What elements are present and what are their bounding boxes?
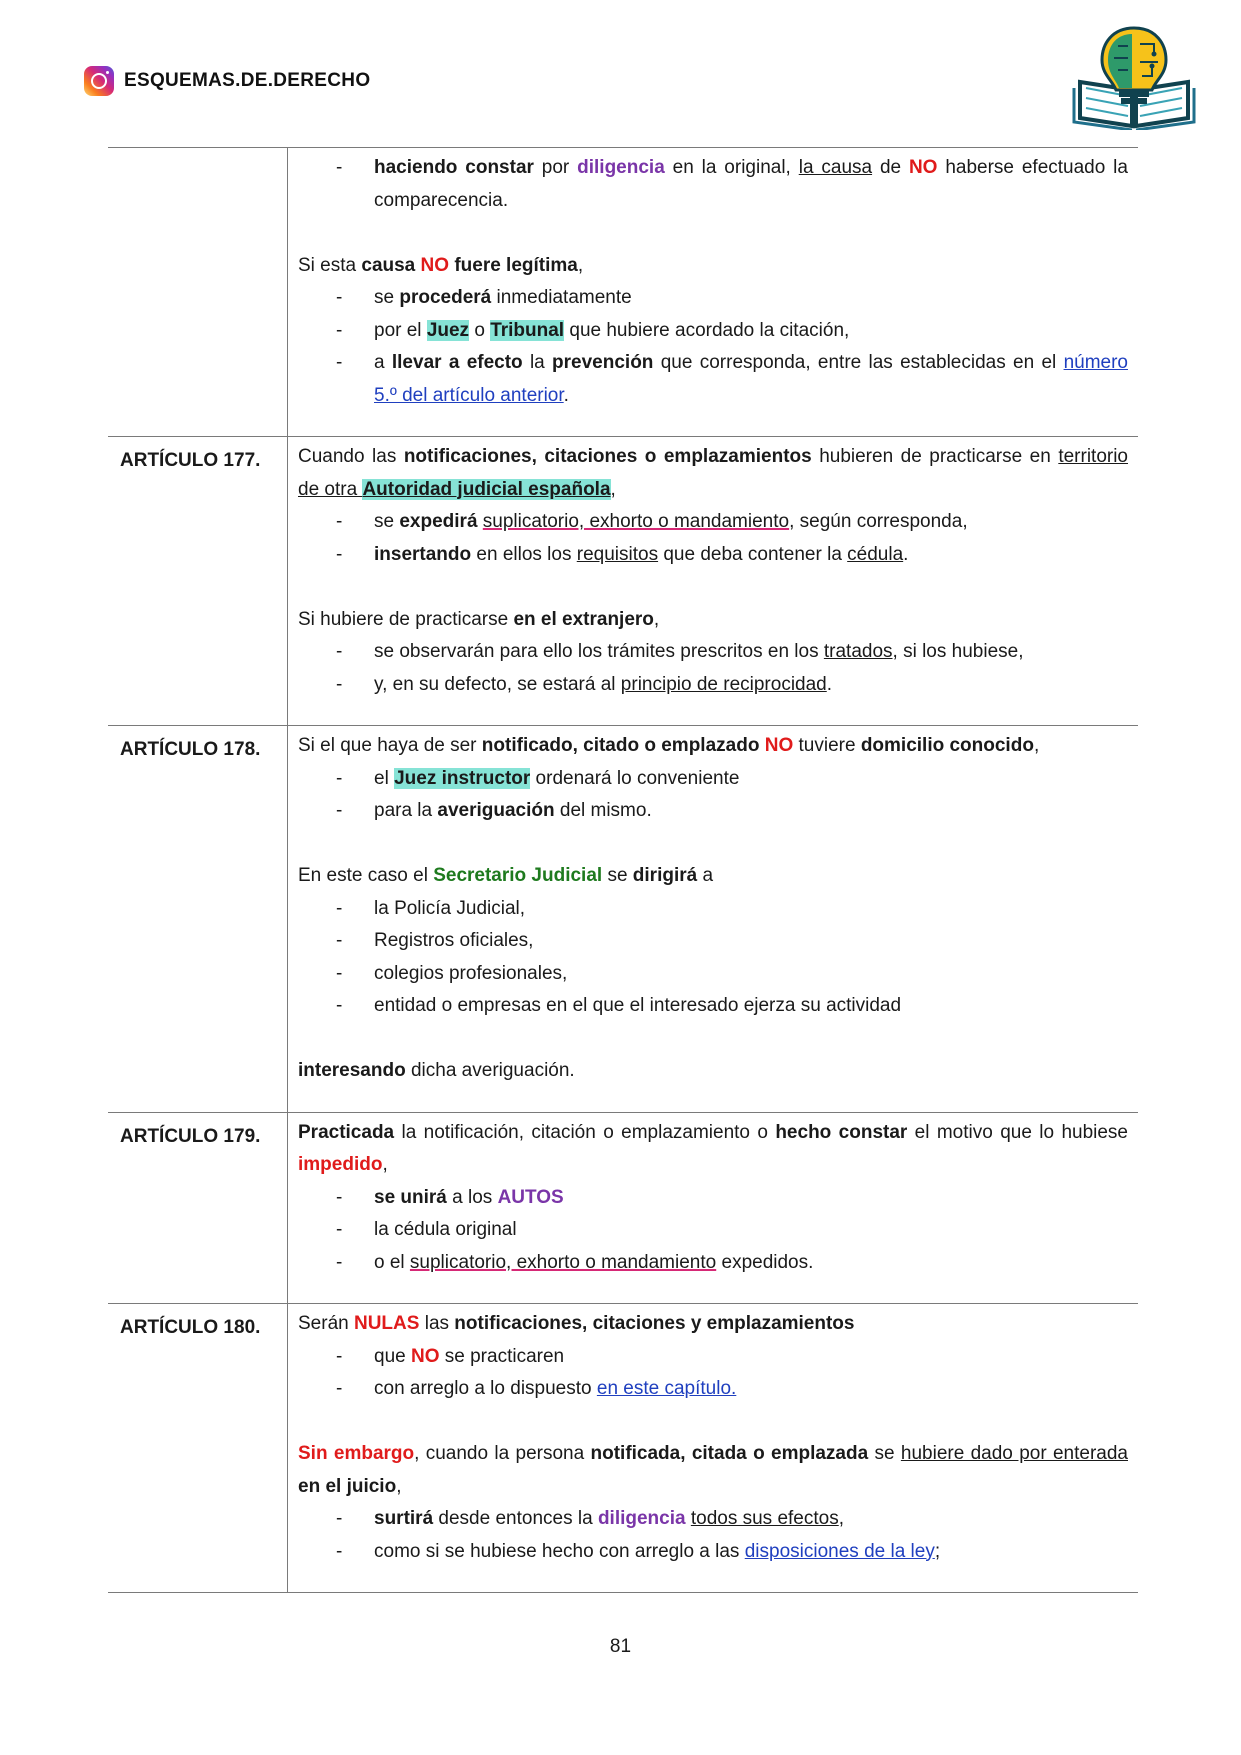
article-content-cell: [288, 148, 1139, 437]
list-item: - se expedirá suplicatorio, exhorto o mandamiento, según corresponda,: [298, 506, 1128, 539]
brain-bulb-book-logo: [1072, 22, 1196, 130]
list-item: - para la averiguación del mismo.: [298, 795, 1128, 828]
article-label-cell: [108, 1112, 288, 1304]
list-item: - se unirá a los AUTOS: [298, 1182, 1128, 1215]
list-item: - se observarán para ello los trámites prescritos en los tratados, si los hubiese,: [298, 636, 1128, 669]
articles-table: [108, 147, 1138, 1593]
paragraph: Si el que haya de ser notificado, citado o emplazado NO tuviere domicilio conocido,: [298, 735, 1040, 756]
article-label-cell: [108, 1304, 288, 1593]
article-label-cell: [108, 437, 288, 726]
paragraph: Cuando las notificaciones, citaciones o emplazamientos hubieren de practicarse en territorio de otra Autoridad judicial española,: [298, 446, 1128, 500]
list-item: - o el suplicatorio, exhorto o mandamiento expedidos.: [298, 1247, 1128, 1280]
list-item: - la Policía Judicial,: [298, 893, 1128, 926]
table-row: [108, 1112, 1138, 1304]
list-item: - y, en su defecto, se estará al principio de reciprocidad.: [298, 669, 1128, 702]
article-label: ARTÍCULO 179.: [120, 1125, 261, 1147]
table-row: [108, 437, 1138, 726]
paragraph: Practicada la notificación, citación o emplazamiento o hecho constar el motivo que lo hubiese impedido,: [298, 1121, 1128, 1175]
paragraph: Serán NULAS las notificaciones, citaciones y emplazamientos: [298, 1313, 855, 1334]
list-item: - que NO se practicaren: [298, 1341, 1128, 1374]
article-label-cell: [108, 148, 288, 437]
brand-name: ESQUEMAS.DE.DERECHO: [124, 70, 371, 91]
chapter-link[interactable]: en este capítulo.: [596, 1378, 737, 1399]
list-item: - entidad o empresas en el que el interesado ejerza su actividad: [298, 990, 1128, 1023]
law-link[interactable]: disposiciones de la ley: [744, 1540, 935, 1562]
article-label: ARTÍCULO 178.: [120, 739, 261, 760]
paragraph: Si esta causa NO fuere legítima,: [298, 254, 584, 276]
paragraph: Sin embargo, cuando la persona notificada, citada o emplazada se hubiere dado por enterada en el juicio,: [298, 1443, 1128, 1497]
table-row: [108, 726, 1138, 1113]
paragraph: interesando dicha averiguación.: [298, 1060, 575, 1081]
article-content-cell: [288, 1304, 1139, 1593]
article-label-cell: [108, 726, 288, 1113]
table-row: [108, 148, 1138, 437]
list-item: - colegios profesionales,: [298, 958, 1128, 991]
list-item: - con arreglo a lo dispuesto en este capítulo.: [298, 1373, 1128, 1406]
list-item: - como si se hubiese hecho con arreglo a las disposiciones de la ley;: [298, 1536, 1128, 1569]
article-label: ARTÍCULO 177.: [120, 450, 261, 471]
list-item: - el Juez instructor ordenará lo conveniente: [298, 763, 1128, 796]
list-item: - surtirá desde entonces la diligencia todos sus efectos,: [298, 1503, 1128, 1536]
article-content-cell: [288, 437, 1139, 726]
instagram-icon: [84, 66, 114, 96]
list-item: - a llevar a efecto la prevención que corresponda, entre las establecidas en el número 5.º del artículo anterior.: [298, 347, 1128, 412]
paragraph: En este caso el Secretario Judicial se dirigirá a: [298, 865, 714, 886]
list-item: - por el Juez o Tribunal que hubiere acordado la citación,: [298, 315, 1128, 348]
paragraph: Si hubiere de practicarse en el extranjero,: [298, 608, 660, 630]
list-item: - Registros oficiales,: [298, 925, 1128, 958]
article-content-cell: [288, 1112, 1139, 1304]
article-link[interactable]: número 5.º del artículo anterior: [374, 352, 1128, 406]
page-number: 81: [609, 1636, 632, 1657]
article-label: ARTÍCULO 180.: [120, 1317, 261, 1338]
page-header: [84, 66, 370, 96]
list-item: - se procederá inmediatamente: [298, 282, 1128, 315]
list-item: - insertando en ellos los requisitos que deba contener la cédula.: [298, 539, 1128, 572]
list-item: - la cédula original: [298, 1214, 1128, 1247]
table-row: [108, 1304, 1138, 1593]
list-item: - haciendo constar por diligencia en la original, la causa de NO haberse efectuado la comparecencia.: [298, 152, 1128, 217]
article-content-cell: [288, 726, 1139, 1113]
